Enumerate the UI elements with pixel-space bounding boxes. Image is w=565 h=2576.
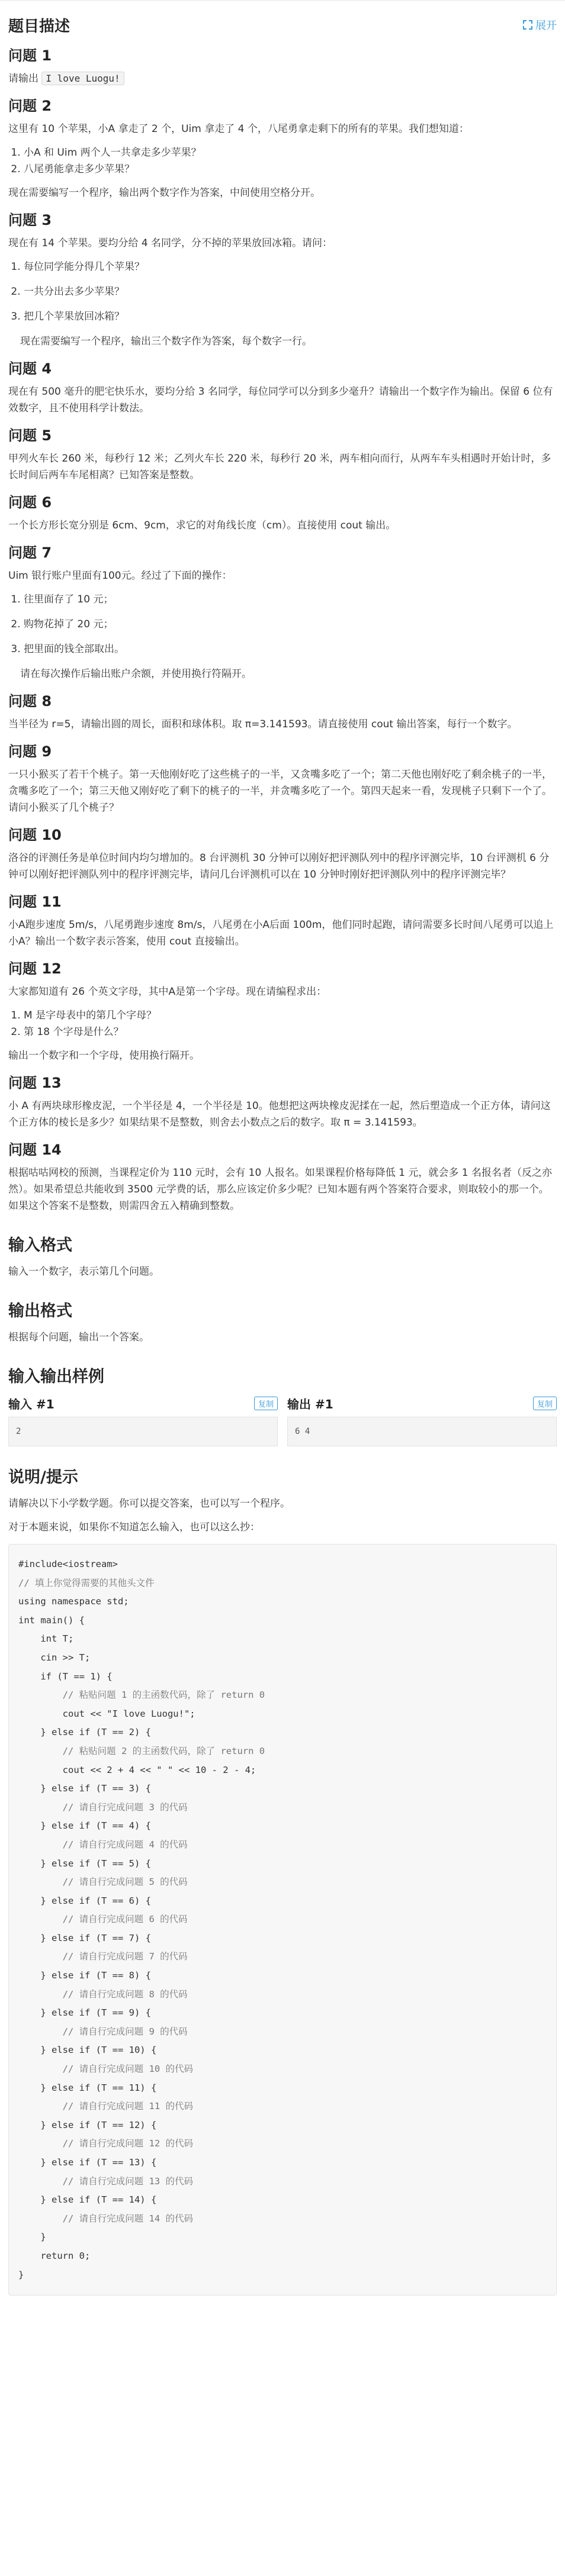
q5-title: 问题 5: [8, 427, 52, 444]
q12-list: [8, 1007, 557, 1040]
copy-output-button[interactable]: 复制: [533, 1397, 557, 1410]
expand-button[interactable]: [522, 17, 557, 33]
list-item: 2. 购物花掉了 20 元；: [24, 616, 557, 633]
q11-text: 小A跑步速度 5m/s，八尾勇跑步速度 8m/s，八尾勇在小A后面 100m，他们同时起跑，请问需要多长时间八尾勇可以追上小A？输出一个数字表示答案，使用 cout 直接输出。: [8, 919, 554, 947]
sample-input: [8, 1395, 278, 1446]
hint-p2: 对于本题来说，如果你不知道怎么输入，也可以这么抄：: [8, 1521, 260, 1533]
q2-title: 问题 2: [8, 98, 52, 114]
q10-title: 问题 10: [8, 827, 62, 843]
q1-text: [8, 70, 557, 87]
list-item: 1. 往里面存了 10 元；: [24, 591, 557, 608]
q7-list: [8, 591, 557, 657]
expand-icon: [522, 20, 533, 30]
q1-inline-code: I love Luogu!: [41, 72, 124, 85]
list-item: 1. 每位同学能分得几个苹果？: [24, 259, 557, 275]
expand-label: 展开: [535, 20, 557, 32]
hint-title: 说明/提示: [8, 1468, 78, 1487]
sample-output: [287, 1395, 557, 1446]
code-block[interactable]: #include<iostream> // 填上你觉得需要的其他头文件 using namespace std; int main() { int T; cin >> T; if (T == 1) { // 粘贴问题 1 的主函数代码，除了 return 0 cout << "I love Luogu!"; } else if (T == 2) { // 粘贴问题 2 的主函数代码，除了 return 0 cout << 2 + 4 << " " << 10 - 2 - 4; } else if (T == 3) { // 请自行完成问题 3 的代码 } else if (T == 4) { // 请自行完成问题 4 的代码 } else if (T == 5) { // 请自行完成问题 5 的代码 } else if (T == 6) { // 请自行完成问题 6 的代码 } else if (T == 7) { // 请自行完成问题 7 的代码 } else if (T == 8) { // 请自行完成问题 8 的代码 } else if (T == 9) { // 请自行完成问题 9 的代码 } else if (T == 10) { // 请自行完成问题 10 的代码 } else if (T == 11) { // 请自行完成问题 11 的代码 } else if (T == 12) { // 请自行完成问题 12 的代码 } else if (T == 13) { // 请自行完成问题 13 的代码 } else if (T == 14) { // 请自行完成问题 14 的代码 } return 0; }: [8, 1544, 557, 2295]
sample-output-box[interactable]: 6 4: [287, 1417, 557, 1446]
q1-title: 问题 1: [8, 47, 52, 64]
list-item: 2. 一共分出去多少苹果？: [24, 283, 557, 300]
q14-text: 根据咕咕网校的预测，当课程定价为 110 元时，会有 10 人报名。如果课程价格每降低 1 元，就会多 1 名报名者（反之亦然）。如果希望总共能收到 3500 元学费的话，那么应该定价多少呢？已知本题有两个答案符合要求，则取较小的那一个。如果这个答案不是整数，则需四舍五入精确到整数。: [8, 1167, 552, 1212]
list-item: 3. 把几个苹果放回冰箱？: [24, 308, 557, 325]
q8-title: 问题 8: [8, 693, 52, 710]
input-format-title: 输入格式: [8, 1236, 72, 1255]
q9-text: 一只小猴买了若干个桃子。第一天他刚好吃了这些桃子的一半，又贪嘴多吃了一个；第二天他也刚好吃了剩余桃子的一半，贪嘴多吃了一个；第三天他又刚好吃了剩下的桃子的一半，并贪嘴多吃了一个。第四天起来一看，发现桃子只剩下一个了。请问小猴买了几个桃子？: [8, 769, 552, 814]
q3-title: 问题 3: [8, 212, 52, 228]
q8-text: 当半径为 r=5，请输出圆的周长，面积和球体积。取 π=3.141593。请直接使用 cout 输出答案，每行一个数字。: [8, 718, 518, 730]
q7-outro: 请在每次操作后输出账户余额，并使用换行符隔开。: [20, 668, 252, 680]
q4-title: 问题 4: [8, 360, 52, 377]
list-item: 2. 第 18 个字母是什么？: [24, 1024, 557, 1040]
problem-description-title: 题目描述: [8, 17, 70, 36]
q9-title: 问题 9: [8, 743, 52, 760]
list-item: 2. 八尾勇能拿走多少苹果？: [24, 161, 557, 178]
q7-title: 问题 7: [8, 544, 52, 561]
q13-text: 小 A 有两块球形橡皮泥，一个半径是 4，一个半径是 10。他想把这两块橡皮泥揉在一起，然后塑造成一个正方体，请问这个正方体的棱长是多少？如果结果不是整数，则舍去小数点之后的数字。取 π = 3.141593。: [8, 1100, 551, 1129]
sample-output-head: [287, 1395, 557, 1412]
samples-title: 输入输出样例: [8, 1368, 104, 1386]
list-item: 1. M 是字母表中的第几个字母？: [24, 1007, 557, 1024]
sample-output-label: 输出 #1: [287, 1397, 333, 1411]
list-item: 1. 小A 和 Uim 两个人一共拿走多少苹果？: [24, 144, 557, 161]
output-format-text: 根据每个问题，输出一个答案。: [8, 1331, 149, 1343]
q12-intro: 大家都知道有 26 个英文字母，其中A是第一个字母。现在请编程求出：: [8, 986, 327, 998]
q2-list: [8, 144, 557, 178]
q7-intro: Uim 银行账户里面有100元。经过了下面的操作：: [8, 570, 232, 582]
copy-input-button[interactable]: 复制: [254, 1397, 278, 1410]
input-format-text: 输入一个数字，表示第几个问题。: [8, 1266, 159, 1278]
hint-p1: 请解决以下小学数学题。你可以提交答案，也可以写一个程序。: [8, 1498, 290, 1510]
q10-text: 洛谷的评测任务是单位时间内均匀增加的。8 台评测机 30 分钟可以刚好把评测队列中的程序评测完毕，10 台评测机 6 分钟可以刚好把评测队列中的程序评测完毕，请问几台评测机可以在 10 分钟时刚好把评测队列中的程序评测完毕？: [8, 852, 550, 881]
q2-intro: 这里有 10 个苹果，小A 拿走了 2 个，Uim 拿走了 4 个，八尾勇拿走剩下的所有的苹果。我们想知道：: [8, 123, 469, 135]
q6-title: 问题 6: [8, 494, 52, 511]
sample-input-label: 输入 #1: [8, 1397, 54, 1411]
sample-input-box[interactable]: 2: [8, 1417, 278, 1446]
q1-text-prefix: 请输出: [8, 73, 38, 85]
q11-title: 问题 11: [8, 894, 62, 910]
q2-outro: 现在需要编写一个程序，输出两个数字作为答案，中间使用空格分开。: [8, 187, 320, 199]
top-divider: [0, 0, 565, 1]
output-format-title: 输出格式: [8, 1302, 72, 1320]
q13-title: 问题 13: [8, 1075, 62, 1091]
q12-outro: 输出一个数字和一个字母，使用换行隔开。: [8, 1050, 200, 1062]
q14-title: 问题 14: [8, 1142, 62, 1158]
q12-title: 问题 12: [8, 960, 62, 977]
q5-text: 甲列火车长 260 米，每秒行 12 米；乙列火车长 220 米，每秒行 20 米，两车相向而行，从两车车头相遇时开始计时，多长时间后两车车尾相离？已知答案是整数。: [8, 453, 551, 481]
q4-text: 现在有 500 毫升的肥宅快乐水，要均分给 3 名同学，每位同学可以分到多少毫升？请输出一个数字作为输出。保留 6 位有效数字，且不使用科学计数法。: [8, 386, 553, 414]
q3-outro: 现在需要编写一个程序，输出三个数字作为答案，每个数字一行。: [20, 336, 312, 347]
sample-input-head: [8, 1395, 278, 1412]
card-header: [8, 0, 557, 37]
list-item: 3. 把里面的钱全部取出。: [24, 641, 557, 657]
q6-text: 一个长方形长宽分别是 6cm、9cm，求它的对角线长度（cm）。直接使用 cout 输出。: [8, 520, 396, 531]
samples-row: [8, 1395, 557, 1446]
q3-intro: 现在有 14 个苹果。要均分给 4 名同学，分不掉的苹果放回冰箱。请问：: [8, 237, 333, 249]
q3-list: [8, 259, 557, 325]
